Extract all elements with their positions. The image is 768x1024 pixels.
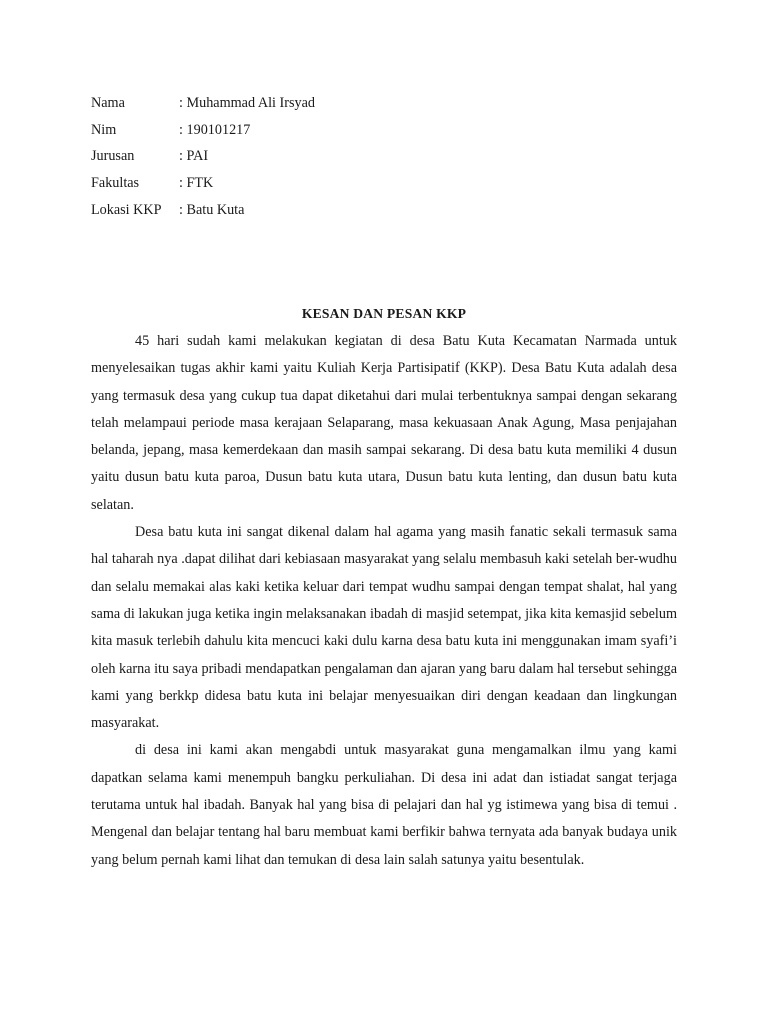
- info-row-jurusan: [91, 145, 315, 172]
- info-value: : PAI: [179, 148, 208, 164]
- info-row-fakultas: [91, 172, 315, 199]
- document-body: [91, 328, 677, 874]
- info-row-lokasi: [91, 199, 315, 226]
- info-row-nim: [91, 119, 315, 146]
- paragraph: Desa batu kuta ini sangat dikenal dalam hal agama yang masih fanatic sekali termasuk sama hal taharah nya .dapat dilihat dari kebiasaan masyarakat yang selalu membasuh kaki setelah ber-wudhu dan selalu memakai alas kaki ketika keluar dari tempat wudhu sampai dengan tempat shalat, hal yang sama di lakukan juga ketika ingin melaksanakan ibadah di masjid setempat, jika kita kemasjid sebelum kita masuk terlebih dahulu kita mencuci kaki dulu karna desa batu kuta ini menggunakan imam syafi’i oleh karna itu saya pribadi mendapatkan pengalaman dan ajaran yang baru dalam hal tersebut sehingga kami yang berkkp didesa batu kuta ini belajar menyesuaikan diri dengan keadaan dan lingkungan masyarakat.: [91, 524, 677, 732]
- info-label: Nim: [91, 121, 117, 138]
- info-value: : Muhammad Ali Irsyad: [179, 95, 315, 111]
- info-label: Jurusan: [91, 148, 135, 165]
- info-value: : 190101217: [179, 122, 250, 138]
- paragraph: 45 hari sudah kami melakukan kegiatan di desa Batu Kuta Kecamatan Narmada untuk menyelesaikan tugas akhir kami yaitu Kuliah Kerja Partisipatif (KKP). Desa Batu Kuta adalah desa yang termasuk desa yang cukup tua dapat diketahui dari mulai terbentuknya sampai dengan sekarang telah melampaui periode masa kerajaan Selaparang, masa kekuasaan Anak Agung, Masa penjajahan belanda, jepang, masa kemerdekaan dan masih sampai sekarang. Di desa batu kuta memiliki 4 dusun yaitu dusun batu kuta paroa, Dusun batu kuta utara, Dusun batu kuta lenting, dan dusun batu kuta selatan.: [91, 333, 677, 513]
- info-value: : Batu Kuta: [179, 202, 244, 218]
- student-info: [91, 92, 315, 225]
- info-value: : FTK: [179, 175, 213, 191]
- info-label: Fakultas: [91, 175, 140, 192]
- document-title: KESAN DAN PESAN KKP: [301, 306, 467, 321]
- info-label: Lokasi KKP: [91, 201, 162, 218]
- info-label: Nama: [91, 95, 125, 111]
- info-row-name: [91, 92, 315, 119]
- paragraph: di desa ini kami akan mengabdi untuk masyarakat guna mengamalkan ilmu yang kami dapatkan selama kami menempuh bangku perkuliahan. Di desa ini adat dan istiadat sangat terjaga terutama untuk hal ibadah. Banyak hal yang bisa di pelajari dan hal yg istimewa yang bisa di temui . Mengenal dan belajar tentang hal baru membuat kami berfikir bahwa ternyata ada banyak budaya unik yang belum pernah kami lihat dan temukan di desa lain salah satunya yaitu besentulak.: [91, 742, 677, 868]
